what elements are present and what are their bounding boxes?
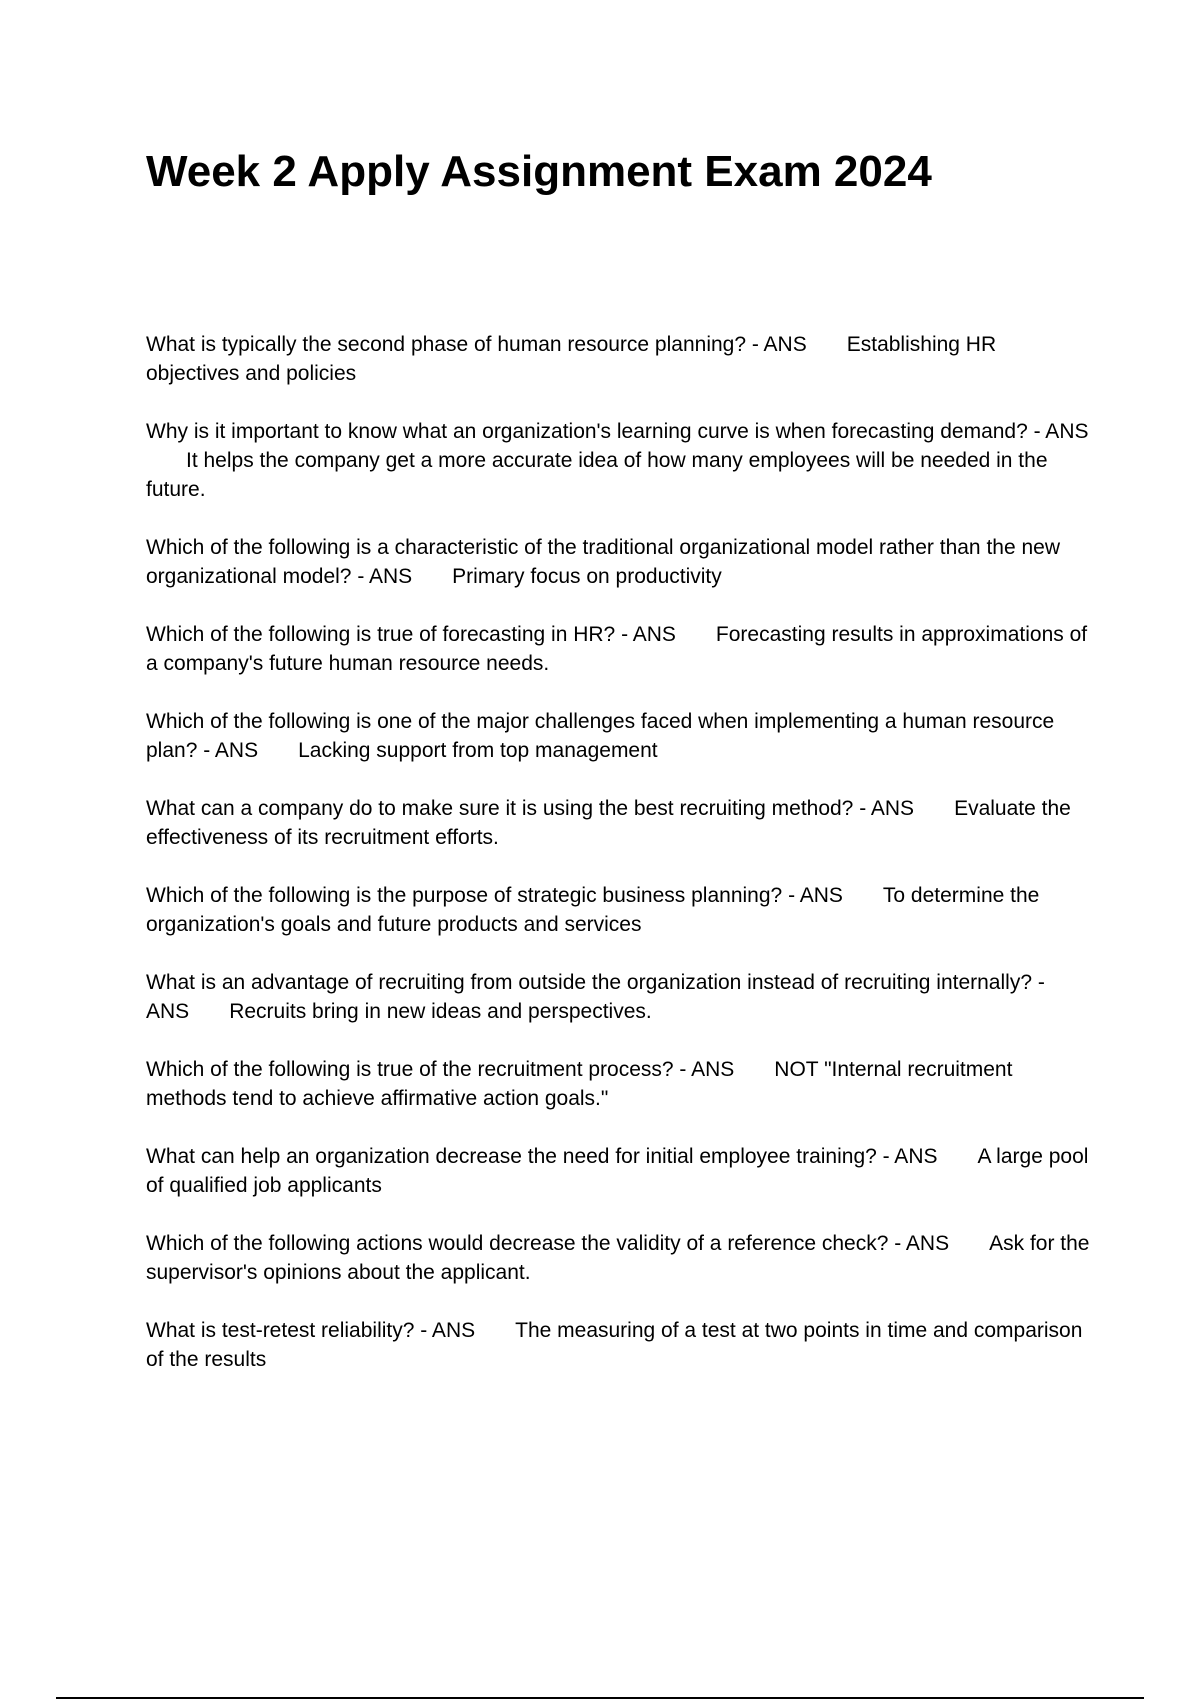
question-text: Which of the following is the purpose of strategic business planning? bbox=[146, 884, 783, 907]
qa-list bbox=[146, 330, 1091, 1403]
qa-item bbox=[146, 707, 1091, 765]
answer-text: The measuring of a test at two points in time and comparison of the results bbox=[146, 1319, 1083, 1371]
answer-marker: - ANS bbox=[203, 739, 259, 762]
answer-text: Forecasting results in approximations of a company's future human resource needs. bbox=[146, 623, 1088, 675]
question-text: What is an advantage of recruiting from outside the organization instead of recruiting internally? bbox=[146, 971, 1032, 994]
answer-marker: - ANS bbox=[679, 1058, 735, 1081]
answer-marker: - ANS bbox=[357, 565, 413, 588]
question-text: Why is it important to know what an organization's learning curve is when forecasting demand? bbox=[146, 420, 1028, 443]
question-text: What is typically the second phase of human resource planning? bbox=[146, 333, 747, 356]
qa-item bbox=[146, 330, 1091, 388]
answer-marker: - ANS bbox=[621, 623, 676, 646]
question-text: Which of the following is one of the major challenges faced when implementing a human resource plan? bbox=[146, 710, 1055, 762]
answer-text: NOT "Internal recruitment methods tend to achieve affirmative action goals." bbox=[146, 1058, 1013, 1110]
question-text: Which of the following is a characteristic of the traditional organizational model rather than the new organizational model? bbox=[146, 536, 1060, 588]
question-text: What is test-retest reliability? bbox=[146, 1319, 415, 1342]
answer-marker: - ANS bbox=[894, 1232, 950, 1255]
answer-text: Lacking support from top management bbox=[298, 739, 658, 762]
answer-marker: - ANS bbox=[146, 971, 1045, 1023]
qa-item bbox=[146, 417, 1091, 504]
answer-marker: - ANS bbox=[751, 333, 807, 356]
answer-marker: - ANS bbox=[420, 1319, 476, 1342]
question-text: What can help an organization decrease the need for initial employee training? bbox=[146, 1145, 877, 1168]
qa-item bbox=[146, 1229, 1091, 1287]
qa-item bbox=[146, 881, 1091, 939]
answer-marker: - ANS bbox=[859, 797, 915, 820]
footer-divider bbox=[56, 1697, 1144, 1699]
answer-text: It helps the company get a more accurate idea of how many employees will be needed in the future. bbox=[146, 449, 1048, 501]
answer-text: Evaluate the effectiveness of its recruitment efforts. bbox=[146, 797, 1071, 849]
question-text: Which of the following is true of the recruitment process? bbox=[146, 1058, 674, 1081]
answer-marker: - ANS bbox=[788, 884, 843, 907]
qa-item bbox=[146, 1142, 1091, 1200]
answer-text: Primary focus on productivity bbox=[452, 565, 722, 588]
answer-marker: - ANS bbox=[1033, 420, 1089, 443]
answer-text: A large pool of qualified job applicants bbox=[146, 1145, 1089, 1197]
qa-item bbox=[146, 968, 1091, 1026]
qa-item bbox=[146, 1316, 1091, 1374]
answer-text: Recruits bring in new ideas and perspectives. bbox=[229, 1000, 652, 1023]
question-text: What can a company do to make sure it is using the best recruiting method? bbox=[146, 797, 854, 820]
answer-text: Ask for the supervisor's opinions about the applicant. bbox=[146, 1232, 1090, 1284]
question-text: Which of the following actions would decrease the validity of a reference check? bbox=[146, 1232, 889, 1255]
answer-marker: - ANS bbox=[882, 1145, 938, 1168]
question-text: Which of the following is true of forecasting in HR? bbox=[146, 623, 616, 646]
qa-item bbox=[146, 533, 1091, 591]
qa-item bbox=[146, 794, 1091, 852]
qa-item bbox=[146, 1055, 1091, 1113]
answer-text: To determine the organization's goals and future products and services bbox=[146, 884, 1040, 936]
document-title: Week 2 Apply Assignment Exam 2024 bbox=[146, 147, 932, 196]
answer-text: Establishing HR objectives and policies bbox=[146, 333, 997, 385]
qa-item bbox=[146, 620, 1091, 678]
